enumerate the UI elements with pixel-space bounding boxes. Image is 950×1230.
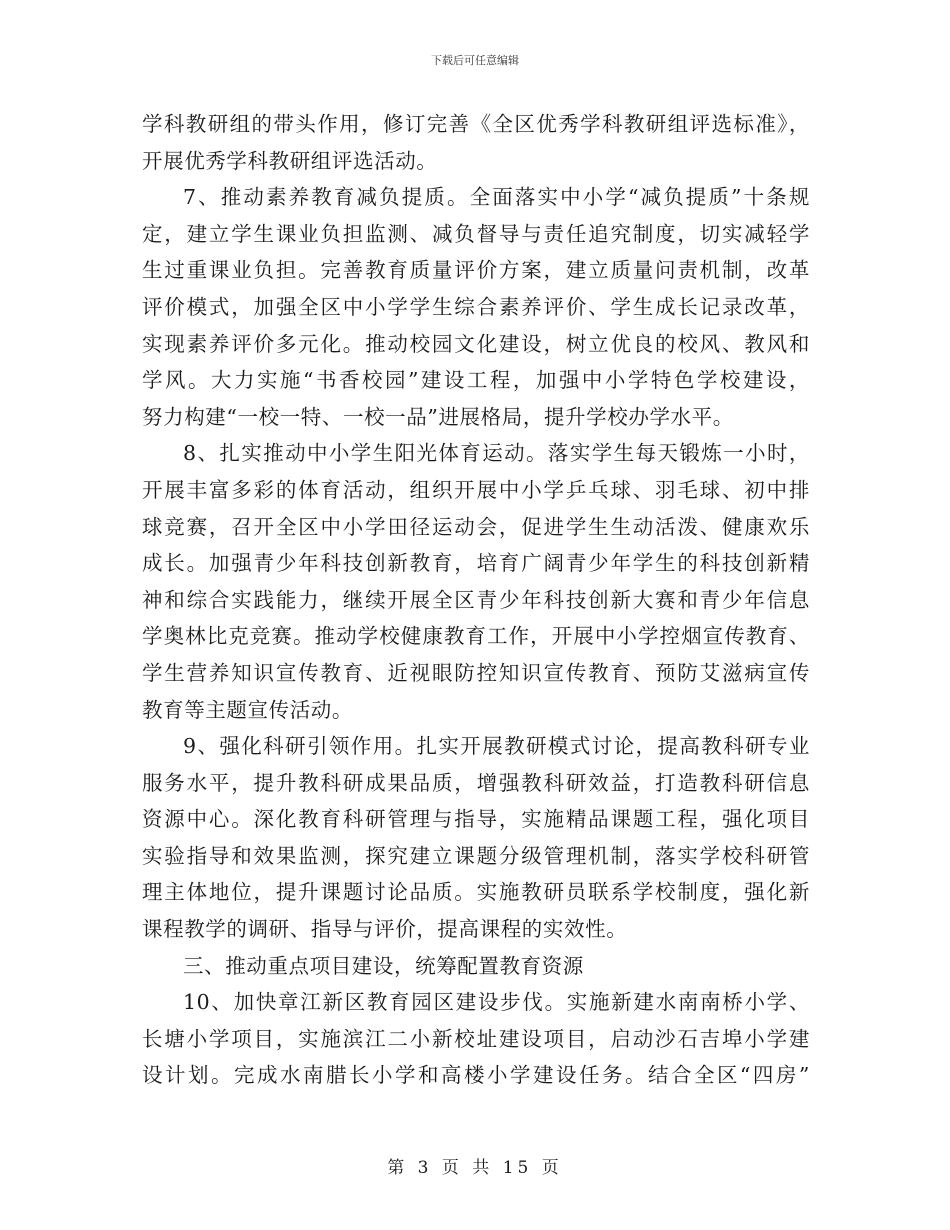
text-line: 实验指导和效果监测，探究建立课题分级管理机制，落实学校科研管 [142,843,810,868]
text-line: 球竞赛，召开全区中小学田径运动会，促进学生生动活泼、健康欢乐 [142,514,810,539]
text-line: 评价模式，加强全区中小学学生综合素养评价、学生成长记录改革， [142,294,810,319]
text-line: 学风。大力实施“书香校园”建设工程，加强中小学特色学校建设， [142,368,810,393]
text-line: 7、推动素养教育减负提质。全面落实中小学“减负提质”十条规 [183,185,810,210]
text-line: 学生营养知识宣传教育、近视眼防控知识宣传教育、预防艾滋病宣传 [142,660,810,685]
text-line: 8、扎实推动中小学生阳光体育运动。落实学生每天锻炼一小时， [183,441,810,466]
page-header: 下载后可任意编辑 [431,54,519,67]
text-line: 资源中心。深化教育科研管理与指导，实施精品课题工程，强化项目 [142,807,810,832]
text-line: 服务水平，提升教科研成果品质，增强教科研效益，打造教科研信息 [142,770,810,795]
text-line: 开展优秀学科教研组评选活动。 [142,148,438,173]
text-line: 9、强化科研引领作用。扎实开展教研模式讨论，提高教科研专业 [183,734,810,759]
text-line: 设计划。完成水南腊长小学和高楼小学建设任务。结合全区“四房” [142,1063,810,1088]
text-line: 学科教研组的带头作用，修订完善《全区优秀学科教研组评选标准》， [142,112,810,136]
text-line: 教育等主题宣传活动。 [142,697,353,722]
text-line: 定，建立学生课业负担监测、减负督导与责任追究制度，切实减轻学 [142,221,810,246]
page-footer: 第 3 页 共 15 页 [387,1158,563,1178]
text-line: 开展丰富多彩的体育活动，组织开展中小学乒乓球、羽毛球、初中排 [142,477,810,502]
text-line: 长塘小学项目，实施滨江二小新校址建设项目，启动沙石吉埠小学建 [142,1026,810,1051]
text-line: 努力构建“一校一特、一校一品”进展格局，提升学校办学水平。 [142,404,734,429]
text-line: 三、推动重点项目建设，统筹配置教育资源 [183,953,584,978]
text-line: 10、加快章江新区教育园区建设步伐。实施新建水南南桥小学、 [183,990,810,1015]
text-line: 理主体地位，提升课题讨论品质。实施教研员联系学校制度，强化新 [142,880,810,905]
text-line: 学奥林比克竞赛。推动学校健康教育工作，开展中小学控烟宣传教育、 [142,624,810,649]
body-text [142,106,810,1094]
text-line: 神和综合实践能力，继续开展全区青少年科技创新大赛和青少年信息 [142,587,810,612]
text-line: 课程教学的调研、指导与评价，提高课程的实效性。 [142,917,628,942]
text-line: 成长。加强青少年科技创新教育，培育广阔青少年学生的科技创新精 [142,551,810,576]
text-line: 实现素养评价多元化。推动校园文化建设，树立优良的校风、教风和 [142,331,810,356]
text-line: 生过重课业负担。完善教育质量评价方案，建立质量问责机制，改革 [142,258,810,283]
